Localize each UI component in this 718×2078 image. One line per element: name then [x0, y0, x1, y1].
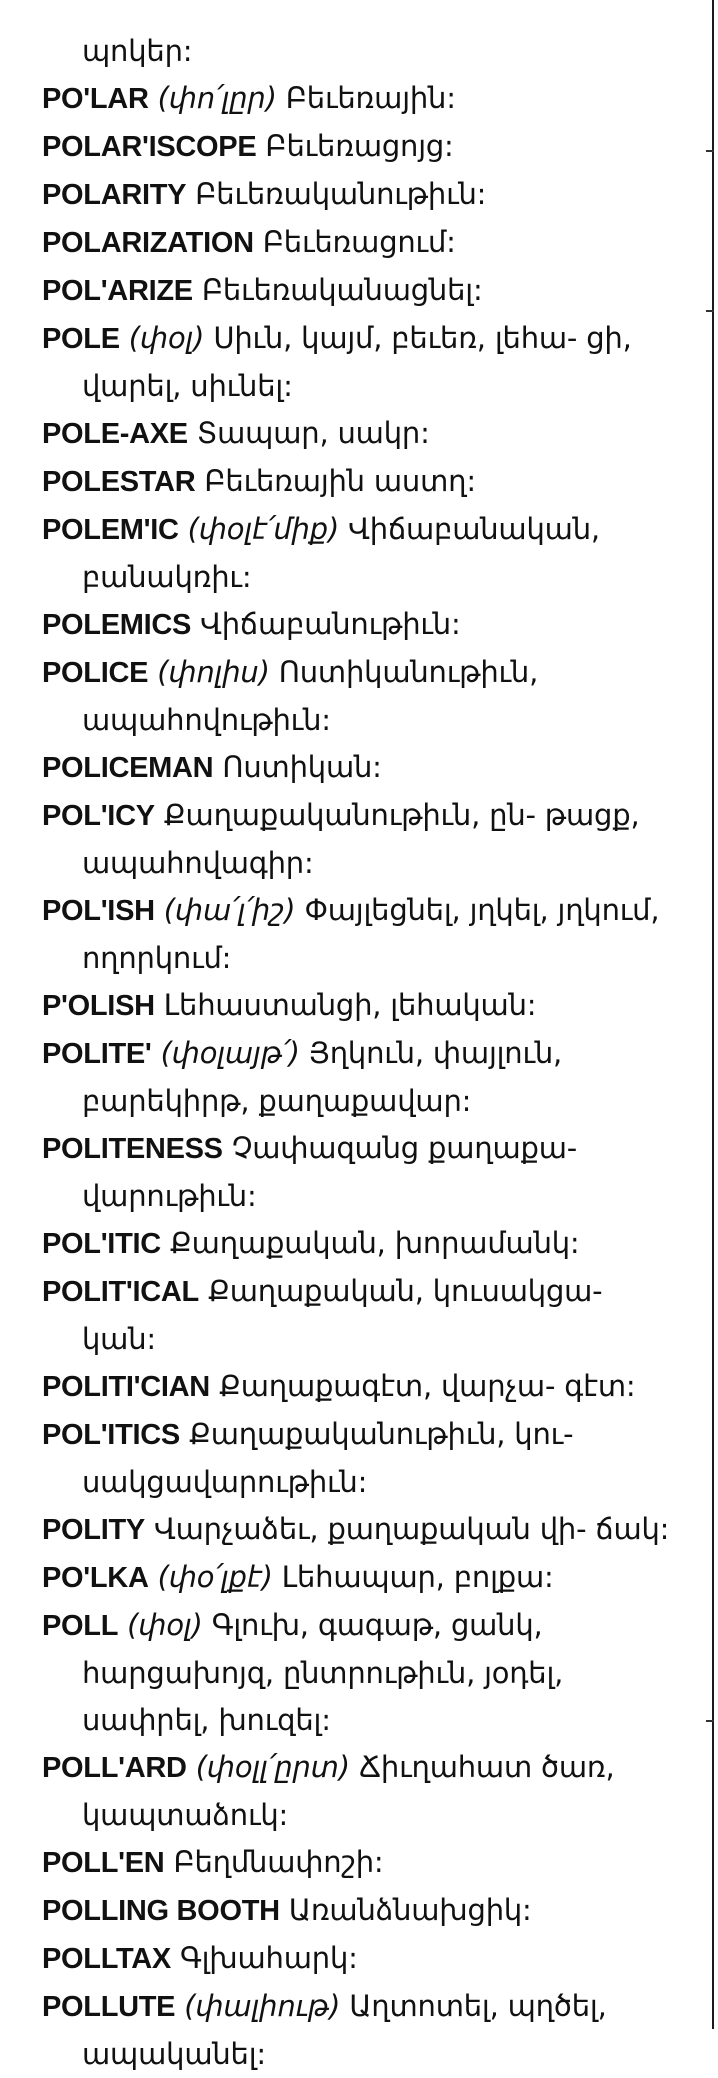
- definition-continuation: հարցախոյզ, ընտրութիւն, յօդել, սափրել, խուզել:: [82, 1656, 564, 1737]
- dictionary-entry: [42, 219, 682, 267]
- definition-continuation: բանակռիւ:: [82, 560, 252, 594]
- definition: Սիւն, կայմ, բեւեռ, լեհա-: [213, 321, 578, 355]
- pronunciation: (փօլլ՛ըրտ): [195, 1750, 350, 1784]
- definition-continuation: սակցավարութիւն:: [82, 1465, 368, 1499]
- definition: Գլուխ, գագաթ, ցանկ,: [211, 1608, 543, 1642]
- definition: Քաղաքական, խորամանկ:: [169, 1226, 580, 1260]
- headword: POLE: [42, 323, 120, 355]
- dictionary-entry: [42, 1935, 682, 1983]
- rule-tick: [706, 150, 714, 152]
- entry-container: [42, 75, 682, 2078]
- definition: Բեւեռականութիւն:: [195, 177, 487, 211]
- definition: Քաղաքականութիւն, ըն-: [163, 798, 536, 832]
- rule-tick: [706, 1720, 714, 1722]
- dictionary-entry: [42, 1220, 682, 1268]
- dictionary-entry: [42, 410, 682, 458]
- dictionary-entry: [42, 315, 682, 410]
- dictionary-entry: [42, 1125, 682, 1220]
- pronunciation: (փօլայթ՛): [160, 1036, 300, 1070]
- definition: Ոստիկան:: [222, 750, 382, 784]
- dictionary-entry: [42, 1983, 682, 2078]
- headword: POLL'EN: [42, 1847, 165, 1879]
- definition: Փայլեցնել, յղկել,: [304, 893, 549, 927]
- headword: POLLUTE: [42, 1991, 176, 2023]
- dictionary-entry: [42, 506, 682, 601]
- definition-continuation: կան:: [82, 1322, 156, 1356]
- definition-continuation: բարեկիրթ, քաղաքավար:: [82, 1084, 472, 1118]
- headword: POL'ICY: [42, 800, 155, 832]
- dictionary-entry: [42, 1506, 682, 1554]
- headword: POLARIZATION: [42, 227, 254, 259]
- dictionary-entry: [42, 1411, 682, 1506]
- headword: POLLING BOOTH: [42, 1895, 280, 1927]
- headword: POLESTAR: [42, 466, 196, 498]
- dictionary-entry: [42, 1602, 682, 1744]
- headword: POLEM'IC: [42, 514, 179, 546]
- definition: Առանձնախցիկ:: [288, 1893, 532, 1927]
- dictionary-entry: [42, 601, 682, 649]
- headword: POLITE': [42, 1038, 152, 1070]
- dictionary-entry: [42, 267, 682, 315]
- definition-continuation: յղկում, ողորկում:: [82, 893, 660, 975]
- headword: POL'ISH: [42, 895, 155, 927]
- headword: POLITY: [42, 1514, 145, 1546]
- dictionary-entry: [42, 744, 682, 792]
- pronunciation: (փօլէ՛միք): [187, 512, 340, 546]
- definition: Լեհապար, բոլքա:: [281, 1560, 554, 1594]
- pronunciation: (փօլ): [127, 1608, 203, 1642]
- definition: Վարչաձեւ, քաղաքական վի-: [153, 1512, 587, 1546]
- headword: POLITENESS: [42, 1133, 223, 1165]
- definition: Բեղմնափոշի:: [173, 1845, 384, 1879]
- dictionary-entry: [42, 887, 682, 982]
- dictionary-entry: [42, 1030, 682, 1125]
- definition-continuation: ապականել:: [82, 2037, 266, 2071]
- definition: Լեհաստանցի, լեհական:: [163, 988, 537, 1022]
- definition-continuation: վարութիւն:: [82, 1179, 257, 1213]
- headword: POLICEMAN: [42, 752, 214, 784]
- dictionary-entry: [42, 649, 682, 744]
- definition-continuation: ապահովութիւն:: [82, 703, 331, 737]
- headword: POL'ITIC: [42, 1228, 161, 1260]
- definition-continuation: ցի, վարել, սիւնել:: [82, 321, 632, 403]
- definition-continuation: թացք, ապահովագիր:: [82, 798, 640, 880]
- headword: POLARITY: [42, 179, 187, 211]
- dictionary-entry: [42, 1268, 682, 1363]
- entry-list: [42, 28, 682, 2078]
- pronunciation: (փո՛լըր): [157, 81, 277, 115]
- dictionary-entry: [42, 1744, 682, 1839]
- pronunciation: (փա՛լ՛իշ): [163, 893, 296, 927]
- definition: Վիճաբանական,: [348, 512, 600, 546]
- definition: Քաղաքականութիւն, կու-: [188, 1417, 574, 1451]
- definition: Աղտոտել, պղծել,: [349, 1989, 607, 2023]
- rule-tick: [706, 310, 714, 312]
- definition: Ճիւղահատ ծառ,: [358, 1750, 615, 1784]
- definition-continuation: գէտ:: [564, 1369, 636, 1403]
- definition: Քաղաքական, կուսակցա-: [207, 1274, 603, 1308]
- headword: P'OLISH: [42, 990, 155, 1022]
- headword: POL'ARIZE: [42, 275, 193, 307]
- headword: POLL: [42, 1610, 119, 1642]
- headword: POLEMICS: [42, 609, 192, 641]
- definition: Տապար, սակր:: [196, 416, 430, 450]
- definition: Բեւեռացում:: [262, 225, 456, 259]
- definition: Բեւեռային աստղ:: [204, 464, 476, 498]
- dictionary-entry: [42, 171, 682, 219]
- continuation-text: պոկեր:: [82, 34, 193, 68]
- dictionary-entry: [42, 792, 682, 887]
- pronunciation: (փօ՛լքէ): [157, 1560, 273, 1594]
- headword: POLICE: [42, 657, 149, 689]
- dictionary-entry: [42, 123, 682, 171]
- headword: POLITI'CIAN: [42, 1371, 210, 1403]
- headword: PO'LAR: [42, 83, 149, 115]
- definition: Յղկուն, փայլուն,: [308, 1036, 563, 1070]
- headword: POLAR'ISCOPE: [42, 131, 257, 163]
- headword: POLE-AXE: [42, 418, 188, 450]
- definition: Վիճաբանութիւն:: [200, 607, 461, 641]
- headword: POL'ITICS: [42, 1419, 180, 1451]
- definition: Ոստիկանութիւն,: [278, 655, 539, 689]
- definition-continuation: կապտաձուկ:: [82, 1798, 289, 1832]
- dictionary-entry: [42, 1839, 682, 1887]
- definition: Չափազանց քաղաքա-: [231, 1131, 578, 1165]
- pronunciation: (փոլիս): [157, 655, 270, 689]
- dictionary-entry: [42, 75, 682, 123]
- definition: Գլխահարկ:: [179, 1941, 358, 1975]
- dictionary-entry: [42, 1554, 682, 1602]
- headword: POLL'ARD: [42, 1752, 187, 1784]
- dictionary-entry: [42, 458, 682, 506]
- headword: POLLTAX: [42, 1943, 171, 1975]
- definition: Քաղաքագէտ, վարչա-: [218, 1369, 556, 1403]
- pronunciation: (փալիութ): [184, 1989, 341, 2023]
- column-rule: [712, 0, 714, 2029]
- headword: POLIT'ICAL: [42, 1276, 199, 1308]
- dictionary-entry: [42, 1363, 682, 1411]
- pronunciation: (փօլ): [128, 321, 205, 355]
- dictionary-entry: [42, 1887, 682, 1935]
- definition: Բեւեռականացնել:: [201, 273, 483, 307]
- definition-continuation: ճակ:: [595, 1512, 670, 1546]
- dictionary-entry: [42, 982, 682, 1030]
- headword: PO'LKA: [42, 1562, 149, 1594]
- definition: Բեւեռացոյց:: [265, 129, 454, 163]
- definition: Բեւեռային:: [285, 81, 456, 115]
